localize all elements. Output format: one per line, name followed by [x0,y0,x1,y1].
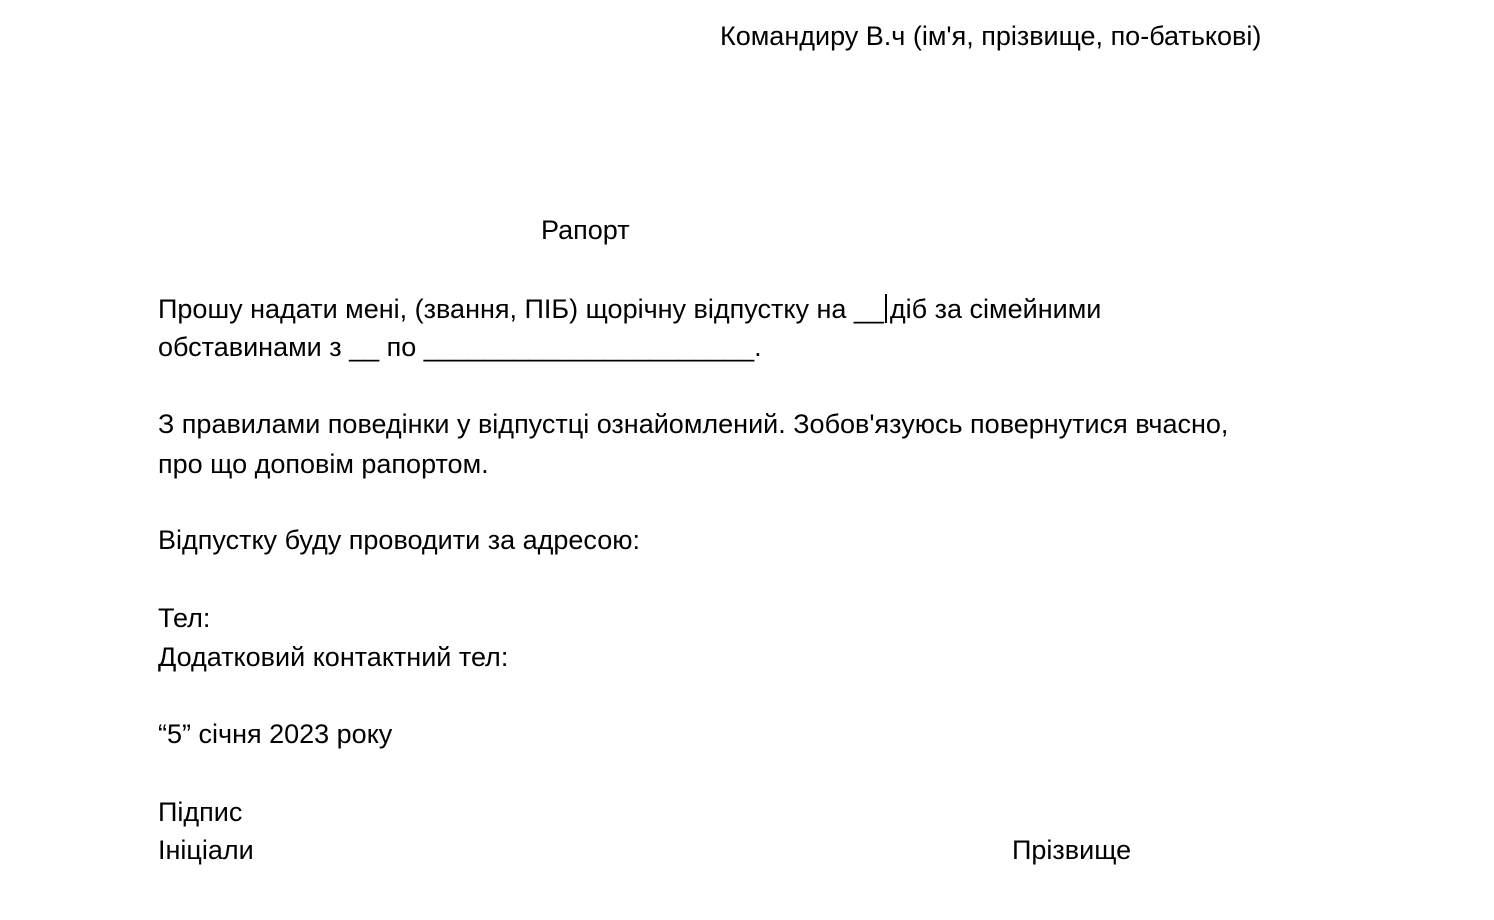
addressee-line[interactable]: Командиру В.ч (ім'я, прізвище, по-батькові) [720,21,1262,51]
surname-label[interactable]: Прізвище [1012,835,1132,865]
address-label[interactable]: Відпустку буду проводити за адресою: [158,525,640,555]
text-cursor-caret [885,294,887,323]
request-text-after-caret[interactable]: діб за сімейними [889,294,1102,324]
request-paragraph-line-1[interactable] [158,294,1101,323]
extra-phone-label[interactable]: Додатковий контактний тел: [158,642,509,672]
phone-label[interactable]: Тел: [158,603,211,633]
acknowledgement-line-2[interactable]: про що доповім рапортом. [158,449,489,479]
document-title[interactable]: Рапорт [541,215,630,245]
acknowledgement-line-1[interactable]: З правилами поведінки у відпустці ознайомлений. Зобов'язуюсь повернутися вчасно, [158,409,1229,439]
date-line[interactable]: “5” січня 2023 року [158,719,393,749]
signature-label[interactable]: Підпис [158,797,243,827]
initials-label[interactable]: Ініціали [158,835,254,865]
request-text-before-caret[interactable]: Прошу надати мені, (звання, ПІБ) щорічну відпустку на __ [158,294,884,324]
request-paragraph-line-2[interactable]: обставинами з __ по ______________________. [158,332,762,362]
